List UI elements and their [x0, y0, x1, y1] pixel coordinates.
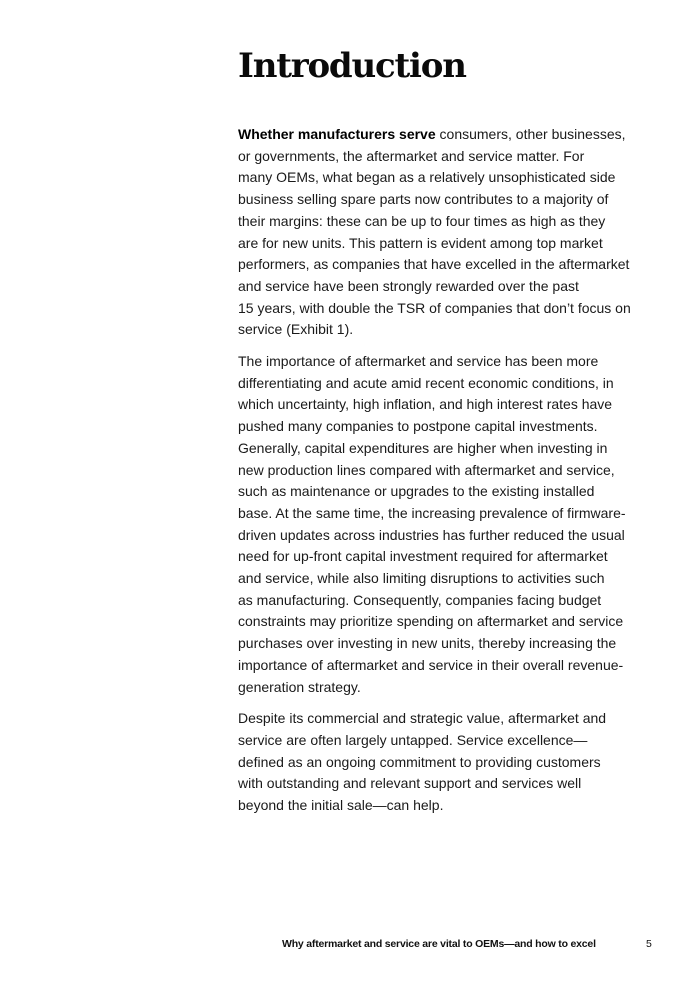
paragraph-line: The importance of aftermarket and service has been more: [238, 353, 599, 370]
paragraph-line: 15 years, with double the TSR of companies that don’t focus on: [238, 299, 631, 316]
paragraph-line: need for up-front capital investment required for aftermarket: [238, 548, 608, 565]
paragraph-line: many OEMs, what began as a relatively unsophisticated side: [238, 169, 616, 186]
paragraph-line: and service, while also limiting disruptions to activities such: [238, 570, 605, 587]
page-number: 5: [646, 938, 652, 950]
paragraph-line: such as maintenance or upgrades to the existing installed: [238, 483, 595, 500]
paragraph-line: and service have been strongly rewarded over the past: [238, 277, 579, 294]
paragraph-lead-in: Whether manufacturers serve: [238, 126, 436, 142]
paragraph-line: constraints may prioritize spending on aftermarket and service: [238, 613, 624, 630]
paragraph-2: [238, 351, 658, 698]
paragraph-line: driven updates across industries has further reduced the usual: [238, 526, 625, 543]
paragraph-line: importance of aftermarket and service in their overall revenue-: [238, 656, 624, 673]
paragraph-line: service are often largely untapped. Service excellence—: [238, 731, 588, 748]
article-body: [238, 124, 658, 827]
paragraph-line: base. At the same time, the increasing prevalence of firmware-: [238, 504, 626, 521]
page-footer: [0, 938, 699, 954]
paragraph-line: purchases over investing in new units, thereby increasing the: [238, 635, 617, 652]
paragraph-line: as manufacturing. Consequently, companies facing budget: [238, 591, 602, 608]
paragraph-line: generation strategy.: [238, 678, 361, 695]
paragraph-line: [238, 124, 658, 146]
paragraph-line: new production lines compared with aftermarket and service,: [238, 461, 615, 478]
paragraph-line: service (Exhibit 1).: [238, 321, 354, 338]
paragraph-line: or governments, the aftermarket and service matter. For: [238, 147, 585, 164]
footer-report-title: Why aftermarket and service are vital to OEMs—and how to excel: [282, 938, 596, 950]
paragraph-line: which uncertainty, high inflation, and high interest rates have: [238, 396, 613, 413]
paragraph-line: with outstanding and relevant support and services well: [238, 775, 582, 792]
paragraph-line: performers, as companies that have excelled in the aftermarket: [238, 256, 630, 273]
paragraph-line: business selling spare parts now contributes to a majority of: [238, 191, 609, 208]
paragraph-line: Generally, capital expenditures are higher when investing in: [238, 439, 608, 456]
paragraph-line: their margins: these can be up to four times as high as they: [238, 212, 606, 229]
paragraph-line: are for new units. This pattern is evident among top market: [238, 234, 603, 251]
paragraph-line: differentiating and acute amid recent economic conditions, in: [238, 374, 614, 391]
paragraph-line: Despite its commercial and strategic value, aftermarket and: [238, 710, 607, 727]
paragraph-1: [238, 124, 658, 341]
paragraph-line-text: consumers, other businesses,: [435, 126, 626, 142]
paragraph-line: pushed many companies to postpone capital investments.: [238, 418, 598, 435]
paragraph-line: beyond the initial sale—can help.: [238, 797, 444, 814]
page-title: Introduction: [238, 46, 466, 86]
paragraph-3: [238, 708, 658, 817]
paragraph-line: defined as an ongoing commitment to providing customers: [238, 753, 601, 770]
